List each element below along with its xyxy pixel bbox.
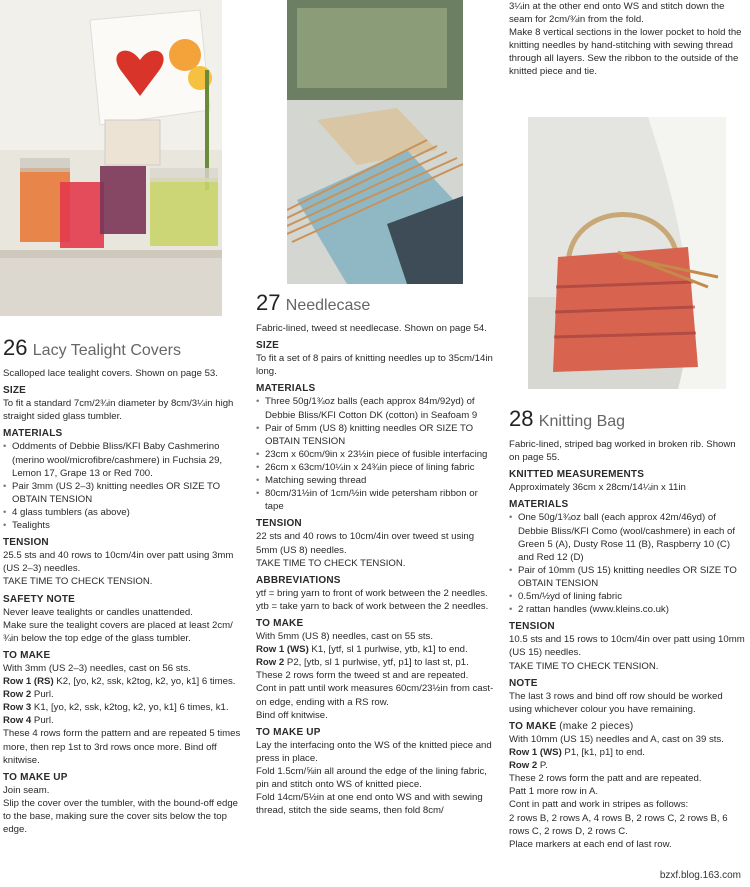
watermark: bzxf.blog.163.com <box>657 870 744 881</box>
row-instruction: Row 2 P2, [ytb, sl 1 purlwise, ytf, p1] to last st, p1. <box>256 657 469 669</box>
instruction-text: Fold 14cm/5½in at one end onto WS and with sewing thread, stitch the side seams, then fold 8cm/ <box>256 792 483 817</box>
abbreviation-text: ytb = take yarn to back of work between the 2 needles. <box>256 600 489 612</box>
abbreviations-heading: ABBREVIATIONS <box>256 574 341 586</box>
row-instruction: Row 3 K1, [yo, k2, ssk, k2tog, k2, yo, k1] 6 times, k1. <box>3 702 229 714</box>
tension-check: TAKE TIME TO CHECK TENSION. <box>509 660 659 672</box>
tension-check: TAKE TIME TO CHECK TENSION. <box>3 576 153 588</box>
instruction-text: Join seam. <box>3 784 50 796</box>
tension-check: TAKE TIME TO CHECK TENSION. <box>256 557 406 569</box>
tealight-scene <box>0 0 222 316</box>
abbreviation-text: ytf = bring yarn to front of work between the 2 needles. <box>256 587 488 599</box>
size-text: To fit a set of 8 pairs of knitting needles up to 35cm/14in long. <box>256 353 493 378</box>
tension-text: 25.5 sts and 40 rows to 10cm/4in over patt using 3mm (US 2–3) needles. <box>3 550 234 575</box>
materials-list <box>3 440 241 532</box>
knitting-bag-scene <box>528 117 726 389</box>
instruction-text: Place markers at each end of last row. <box>509 838 672 850</box>
tension-text: 22 sts and 40 rows to 10cm/4in over tweed st using 5mm (US 8) needles. <box>256 531 475 556</box>
list-item: • Pair 3mm (US 2–3) knitting needles OR SIZE TO OBTAIN TENSION <box>3 480 241 506</box>
section-lacy-tealight-covers <box>3 337 241 836</box>
row-instruction: Row 1 (WS) P1, [k1, p1] to end. <box>509 747 645 759</box>
photo-needlecase <box>287 0 463 284</box>
pattern-title: 26 Lacy Tealight Covers <box>3 335 181 360</box>
instruction-text: These 2 rows form the tweed st and are repeated. <box>256 670 469 682</box>
instruction-text: With 5mm (US 8) needles, cast on 55 sts. <box>256 631 434 643</box>
tension-text: 10.5 sts and 15 rows to 10cm/4in over patt using 10mm (US 15) needles. <box>509 634 745 659</box>
instruction-text: Lay the interfacing onto the WS of the knitted piece and press in place. <box>256 739 492 764</box>
tension-heading: TENSION <box>3 537 49 549</box>
row-instruction: Row 4 Purl. <box>3 715 54 727</box>
materials-list <box>256 395 494 513</box>
instruction-text: These 4 rows form the pattern and are repeated 5 times more, then rep 1st to 3rd rows once more. Bind off knitwise. <box>3 728 241 766</box>
intro-text: Scalloped lace tealight covers. Shown on page 53. <box>3 368 218 379</box>
needlecase-scene <box>287 0 463 284</box>
intro-text: Fabric-lined, striped bag worked in broken rib. Shown on page 55. <box>509 439 736 464</box>
instruction-text: Fold 1.5cm/⅝in all around the edge of the lining fabric, pin and stitch onto WS of knitted piece. <box>256 766 487 791</box>
tension-heading: TENSION <box>509 621 555 633</box>
photo-tealight-covers <box>0 0 222 316</box>
list-item: • 80cm/31½in of 1cm/½in wide petersham ribbon or tape <box>256 487 494 513</box>
needlecase-continued <box>509 0 747 79</box>
size-heading: SIZE <box>3 385 27 397</box>
instruction-text: Patt 1 more row in A. <box>509 786 599 798</box>
instruction-text: Slip the cover over the tumbler, with the bound-off edge to the base, making sure the cover sits below the top edge. <box>3 797 239 836</box>
list-item: • Pair of 5mm (US 8) knitting needles OR SIZE TO OBTAIN TENSION <box>256 422 494 448</box>
measurements-text: Approximately 36cm x 28cm/14¼in x 11in <box>509 482 686 494</box>
list-item: • Oddments of Debbie Bliss/KFI Baby Cashmerino (merino wool/microfibre/cashmere) in Fuchsia 29, Lemon 17, Grape 13 or Red 700. <box>3 440 241 479</box>
size-heading: SIZE <box>256 340 280 352</box>
to-make-up-heading: TO MAKE UP <box>3 771 68 783</box>
note-text: The last 3 rows and bind off row should be worked using whichever colour you have remaining. <box>509 690 723 715</box>
to-make-heading: TO MAKE (make 2 pieces) <box>509 720 634 732</box>
list-item: • Three 50g/1¾oz balls (each approx 84m/92yd) of Debbie Bliss/KFI Cotton DK (cotton) in Seafoam 9 <box>256 395 494 421</box>
photo-knitting-bag <box>528 117 726 389</box>
materials-heading: MATERIALS <box>509 499 569 511</box>
materials-list <box>509 511 747 616</box>
section-needlecase <box>256 292 494 817</box>
materials-heading: MATERIALS <box>3 428 63 440</box>
size-text: To fit a standard 7cm/2¾in diameter by 8cm/3¼in high straight sided glass tumbler. <box>3 398 234 423</box>
list-item: • Matching sewing thread <box>256 474 494 487</box>
instruction-text: Make 8 vertical sections in the lower pocket to hold the knitting needles by hand-stitching with sewing thread through all layers. Sew the ribbon to the outside of the knitted piece and tie. <box>509 27 742 78</box>
instruction-text: Cont in patt and work in stripes as follows: <box>509 799 689 811</box>
list-item: • Tealights <box>3 519 241 532</box>
materials-heading: MATERIALS <box>256 383 316 395</box>
to-make-heading: TO MAKE <box>256 617 304 629</box>
instruction-text: Bind off knitwise. <box>256 709 328 721</box>
pattern-title: 28 Knitting Bag <box>509 406 626 431</box>
instruction-text: These 2 rows form the patt and are repeated. <box>509 773 702 785</box>
intro-text: Fabric-lined, tweed st needlecase. Shown on page 54. <box>256 323 487 334</box>
row-instruction: Row 1 (WS) K1, [ytf, sl 1 purlwise, ytb, k1] to end. <box>256 644 468 656</box>
row-instruction: Row 2 Purl. <box>3 689 54 701</box>
list-item: • 26cm x 63cm/10¼in x 24¾in piece of lining fabric <box>256 461 494 474</box>
tension-heading: TENSION <box>256 518 302 530</box>
list-item: • 0.5m/½yd of lining fabric <box>509 590 747 603</box>
row-instruction: Row 2 P. <box>509 760 548 772</box>
to-make-heading: TO MAKE <box>3 649 51 661</box>
instruction-text: Cont in patt until work measures 60cm/23½in from cast-on edge, ending with a RS row. <box>256 683 494 708</box>
note-heading: NOTE <box>509 677 538 689</box>
list-item: • 23cm x 60cm/9in x 23½in piece of fusible interfacing <box>256 448 494 461</box>
row-instruction: Row 1 (RS) K2, [yo, k2, ssk, k2tog, k2, yo, k1] 6 times. <box>3 676 236 688</box>
safety-text: Make sure the tealight covers are placed at least 2cm/¾in below the top edge of the glass tumbler. <box>3 619 233 644</box>
instruction-text: With 3mm (US 2–3) needles, cast on 56 sts. <box>3 662 191 674</box>
safety-text: Never leave tealights or candles unattended. <box>3 606 193 618</box>
to-make-up-heading: TO MAKE UP <box>256 726 321 738</box>
section-knitting-bag <box>509 408 747 851</box>
instruction-text: 2 rows B, 2 rows A, 4 rows B, 2 rows C, 2 rows B, 6 rows C, 2 rows D, 2 rows C. <box>509 812 728 837</box>
list-item: • One 50g/1¾oz ball (each approx 42m/46yd) of Debbie Bliss/KFI Como (wool/cashmere) in each of Green 5 (A), Dusty Rose 11 (B), Raspberry 10 (C) and Red 12 (D) <box>509 511 747 563</box>
instruction-text: 3¼in at the other end onto WS and stitch down the seam for 2cm/¾in from the fold. <box>509 1 725 26</box>
safety-heading: SAFETY NOTE <box>3 593 76 605</box>
instruction-text: With 10mm (US 15) needles and A, cast on 39 sts. <box>509 733 724 745</box>
pattern-title: 27 Needlecase <box>256 290 371 315</box>
list-item: • Pair of 10mm (US 15) knitting needles OR SIZE TO OBTAIN TENSION <box>509 564 747 590</box>
list-item: • 4 glass tumblers (as above) <box>3 506 241 519</box>
measurements-heading: KNITTED MEASUREMENTS <box>509 469 645 481</box>
list-item: • 2 rattan handles (www.kleins.co.uk) <box>509 603 747 616</box>
